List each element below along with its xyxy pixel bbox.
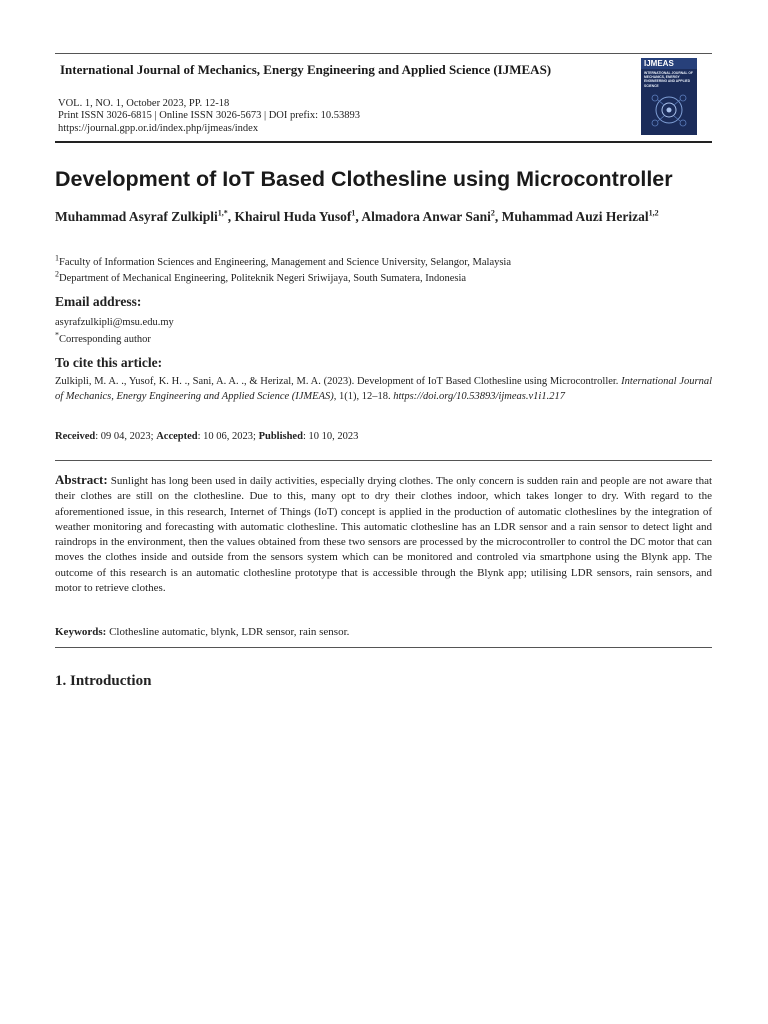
cover-title: IJMEAS [644,59,674,68]
abstract-paragraph [55,472,712,596]
accepted-date: : 10 06, 2023; [197,431,259,442]
affiliation-1-text: Faculty of Information Sciences and Engineering, Management and Science University, Selangor, Malaysia [59,257,512,268]
email-heading: Email address: [55,294,142,309]
author-name: Almadora Anwar Sani [361,209,491,224]
affiliation-2 [55,269,467,285]
author-affiliation-sup: 1 [351,208,356,218]
affiliation-1 [55,253,512,269]
citation-journal: International Journal of Mechanics, Energy Engineering and Applied Science (IJMEAS) [55,376,712,402]
citation-volume-pages: , 1(1), 12–18. [333,391,394,402]
citation-doi-link[interactable]: https://doi.org/10.53893/ijmeas.v1i1.217 [393,391,565,402]
paper-title: Development of IoT Based Clothesline using Microcontroller [55,167,673,191]
journal-cover-image [641,58,697,135]
abstract-label: Abstract: [55,472,108,487]
corresponding-text: Corresponding author [59,334,151,345]
top-rule [55,53,712,54]
journal-url[interactable]: https://journal.gpp.or.id/index.php/ijmeas/index [58,123,259,134]
cover-subtitle: INTERNATIONAL JOURNAL OF MECHANICS, ENERGY ENGINEERING AND APPLIED SCIENCE [644,71,693,88]
keywords-text: Clothesline automatic, blynk, LDR sensor, rain sensor. [109,626,350,638]
author-name: Muhammad Asyraf Zulkipli [55,209,218,224]
accepted-label: Accepted [156,431,198,442]
abstract-text: Sunlight has long been used in daily activities, especially drying clothes. The only concern is sudden rain and people are not aware that their clothes are still on the clothesline. Due to this, many opt to dry their clothes indoor, which takes longer to dry. With regard to the aforementioned issue, in this research, Internet of Things (IoT) concept is applied in the production of automatic clotheslines by the integration of weather monitoring and forecasting with automatic clothesline. This automatic clothesline has an LDR sensor and a rain sensor to detect light and raindrops in the environment, then the values obtained from these two sensors are processed by the microcontroller to control the DC motor that can moves the clothes inside and outside from the sensors system which can be monitored and controled via smartphone using the Blynk app. The outcome of this research is an automatic clothesline prototype that is accessible through the Blynk app; utilising LDR sensors, rain sensors, and motor to retrieve clothes. [55,475,713,595]
citation-text [55,374,712,404]
issn-line: Print ISSN 3026-6815 | Online ISSN 3026-5673 | DOI prefix: 10.53893 [58,110,360,121]
journal-title: International Journal of Mechanics, Energy Engineering and Applied Science (IJMEAS) [60,62,552,77]
header-rule [55,141,712,143]
published-date: : 10 10, 2023 [302,431,359,442]
cite-heading: To cite this article: [55,355,163,370]
cover-gear-graphic-icon [647,90,691,130]
author-name: Khairul Huda Yusof [234,209,352,224]
affiliation-2-text: Department of Mechanical Engineering, Politeknik Negeri Sriwijaya, South Sumatera, Indonesia [59,273,467,284]
author-affiliation-sup: 1,* [217,208,228,218]
keywords-label: Keywords: [55,626,107,638]
affiliation-2-sup: 2 [55,269,59,279]
author-separator: , [494,209,502,224]
author-separator: , [355,209,362,224]
corresponding-author-note [55,330,151,346]
author-separator: , [227,209,235,224]
author-affiliation-sup: 2 [490,208,495,218]
received-date: : 09 04, 2023; [95,431,157,442]
corresponding-sup: * [55,330,59,340]
affiliation-1-sup: 1 [55,253,59,263]
abstract-bottom-rule [55,647,712,648]
author-name: Muhammad Auzi Herizal [501,209,649,224]
keywords-line [55,626,712,638]
section-heading-introduction: 1. Introduction [55,673,152,689]
received-label: Received [55,431,96,442]
article-dates [55,430,358,443]
abstract-top-rule [55,460,712,461]
published-label: Published [258,431,303,442]
author-list [55,208,712,226]
citation-authors: Zulkipli, M. A. ., Yusof, K. H. ., Sani, A. A. ., & Herizal, M. A. (2023). Development of IoT Based Clothesline using Microcontroller. [55,376,622,387]
volume-line: VOL. 1, NO. 1, October 2023, PP. 12-18 [58,98,230,109]
email-address[interactable]: asyrafzulkipli@msu.edu.my [55,317,174,328]
author-affiliation-sup: 1,2 [648,208,659,218]
